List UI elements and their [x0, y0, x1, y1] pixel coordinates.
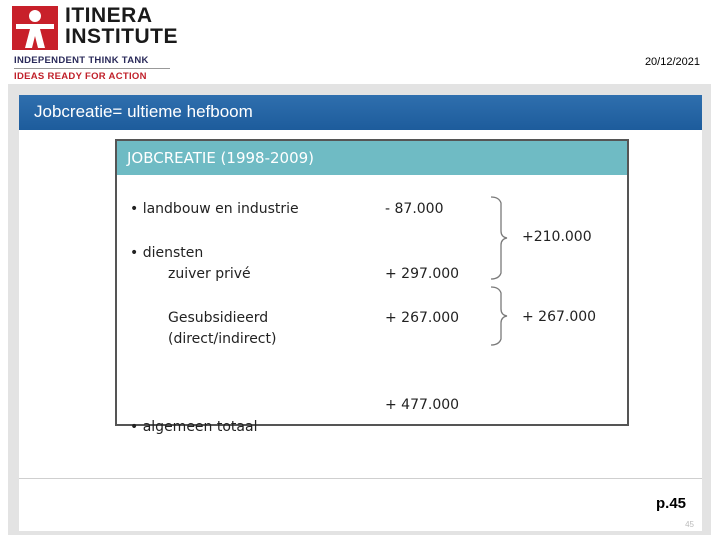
value-landbouw: - 87.000: [385, 201, 444, 217]
footer-divider: [19, 478, 702, 479]
label-gesubsidieerd: Gesubsidieerd: [168, 310, 269, 326]
slide-frame: [8, 84, 711, 535]
label-diensten: • diensten: [130, 245, 204, 261]
label-direct-indirect: (direct/indirect): [168, 331, 277, 347]
slide-title-bar: [19, 95, 702, 130]
logo-word-itinera: ITINERA: [65, 4, 153, 27]
value-zuiver-prive: + 297.000: [385, 266, 460, 282]
jobcreatie-box-title: JOBCREATIE (1998-2009): [127, 149, 315, 167]
value-gesubsidieerd: + 267.000: [385, 310, 460, 326]
page-reference: p.45: [655, 495, 686, 512]
slide-title: Jobcreatie= ultieme hefboom: [34, 102, 253, 121]
label-algemeen-totaal: • algemeen totaal: [130, 419, 258, 435]
logo-tagline-ideas: IDEAS READY FOR ACTION: [14, 71, 147, 82]
logo-divider: [14, 68, 170, 69]
jobcreatie-box-header: [117, 141, 627, 175]
logo-word-institute: INSTITUTE: [65, 25, 178, 48]
slide-content: [19, 95, 702, 531]
label-zuiver-prive: zuiver privé: [168, 266, 251, 282]
itinera-logo: [12, 4, 178, 84]
sum-private: +210.000: [522, 229, 592, 245]
itinera-emblem-icon: [12, 6, 58, 50]
sum-subsidized: + 267.000: [522, 309, 597, 325]
header-date: 20/12/2021: [644, 56, 700, 68]
brace-private-icon: [489, 195, 519, 281]
slide-number: 45: [685, 520, 694, 529]
label-landbouw: • landbouw en industrie: [130, 201, 299, 217]
logo-tagline-independent: INDEPENDENT THINK TANK: [14, 55, 149, 66]
value-algemeen-totaal: + 477.000: [385, 397, 460, 413]
brace-subsidized-icon: [489, 285, 519, 347]
